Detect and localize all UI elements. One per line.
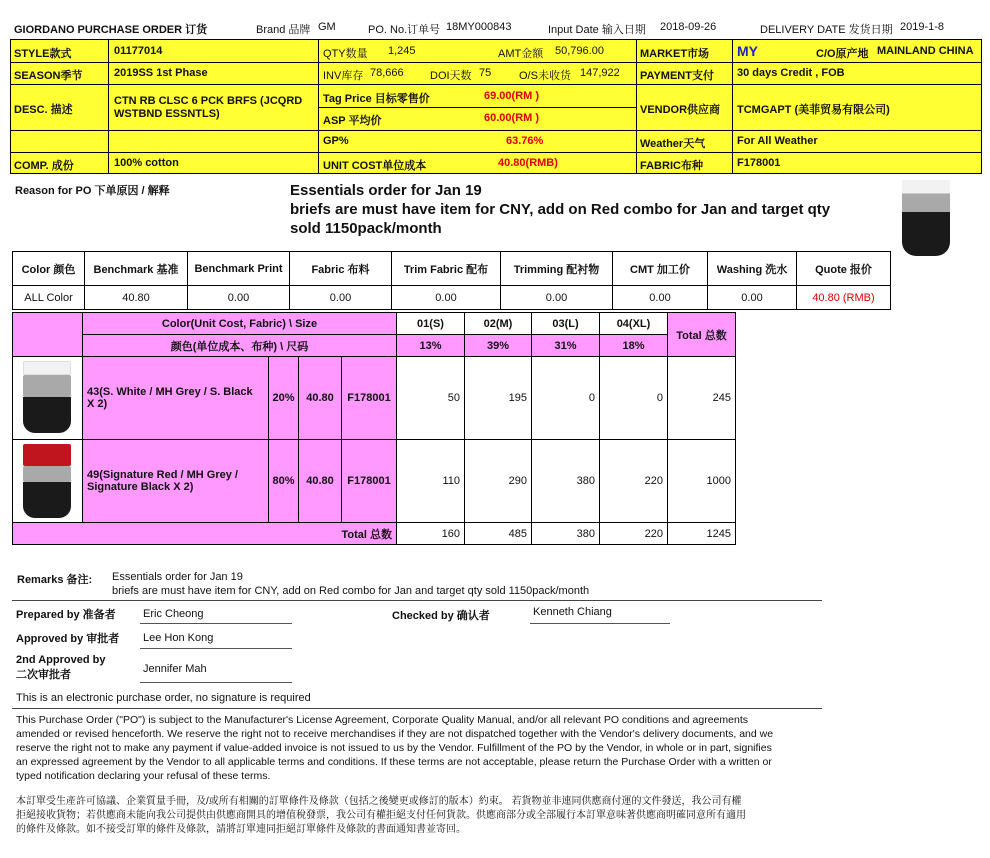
prepared-by-label: Prepared by 准备者 bbox=[16, 609, 116, 621]
terms-line: 本訂單受生產許可協議、企業質量手冊，及/或所有相關的訂單條件及條款（包括之後變更或修訂的版本）約束。 若貨物並非連同供應商付運的文件發送，我公司有權 bbox=[16, 796, 742, 807]
season-label: SEASON季节 bbox=[14, 70, 83, 82]
cost-header-cell: Quote 报价 bbox=[796, 251, 891, 286]
cost-cell: 40.80 bbox=[298, 439, 342, 523]
color-name: 49(Signature Red / MH Grey / bbox=[87, 469, 238, 481]
color-cell bbox=[82, 356, 269, 440]
second-approved-label-cn: 二次审批者 bbox=[16, 669, 71, 681]
size-table bbox=[12, 312, 736, 545]
ratio-cell: 31% bbox=[531, 334, 600, 357]
terms-line: typed notification declaring your refusal of these terms. bbox=[16, 770, 271, 782]
terms-line: reserve the right not to make any payment if value-added invoice is not issued to us by the Vendor. Fulfillment of the PO by the Vendor, in whole or in part, signifies bbox=[16, 742, 772, 754]
doi-label: DOI天数 bbox=[430, 70, 472, 82]
remarks-line: Essentials order for Jan 19 bbox=[112, 571, 243, 583]
qty-value: 1,245 bbox=[388, 45, 416, 57]
cost-header-cell: Benchmark Print bbox=[187, 251, 290, 286]
cost-table bbox=[12, 251, 891, 311]
reason-text bbox=[290, 181, 830, 238]
input-date-label: Input Date 输入日期 bbox=[548, 24, 646, 36]
gp-value: 63.76% bbox=[506, 135, 544, 147]
qty-cell: 0 bbox=[531, 356, 600, 440]
product-thumbnail bbox=[902, 180, 950, 258]
delivery-date-value: 2019-1-8 bbox=[900, 21, 945, 33]
os-label: O/S未收货 bbox=[519, 70, 571, 82]
cost-cell: 0.00 bbox=[500, 285, 613, 310]
grand-total-cell: 1245 bbox=[667, 522, 736, 545]
input-date-value: 2018-09-26 bbox=[660, 21, 717, 33]
color-swatch-grey bbox=[23, 375, 71, 397]
row-total-cell: 245 bbox=[667, 356, 736, 440]
signature-line bbox=[140, 682, 292, 683]
cost-header-cell: Trim Fabric 配布 bbox=[391, 251, 501, 286]
terms-english bbox=[16, 713, 773, 783]
terms-line: This Purchase Order ("PO") is subject to the Manufacturer's License Agreement, Corporate Quality Manual, and/or all relevant PO conditions and agreements bbox=[16, 714, 748, 726]
payment-label: PAYMENT支付 bbox=[640, 70, 714, 82]
total-header: Total 总数 bbox=[667, 312, 736, 357]
cost-cell: 40.80 bbox=[84, 285, 188, 310]
cost-cell: 0.00 bbox=[612, 285, 708, 310]
approved-by-value: Lee Hon Kong bbox=[143, 632, 214, 644]
cost-cell: 0.00 bbox=[391, 285, 501, 310]
approved-by-label: Approved by 审批者 bbox=[16, 633, 120, 645]
season-value: 2019SS 1st Phase bbox=[114, 67, 208, 79]
po-title: GIORDANO PURCHASE ORDER 订货 bbox=[14, 24, 208, 36]
payment-value: 30 days Credit , FOB bbox=[737, 67, 845, 79]
ratio-cell: 13% bbox=[396, 334, 465, 357]
fabric-value: F178001 bbox=[737, 157, 781, 169]
inv-label: INV库存 bbox=[323, 70, 364, 82]
amt-value: 50,796.00 bbox=[555, 45, 604, 57]
market-label: MARKET市场 bbox=[640, 48, 710, 60]
inv-value: 78,666 bbox=[370, 67, 404, 79]
info-divider bbox=[318, 107, 636, 108]
footer-divider bbox=[12, 708, 822, 709]
pct-cell: 80% bbox=[268, 439, 299, 523]
asp-label: ASP 平均价 bbox=[323, 115, 382, 127]
style-value: 01177014 bbox=[114, 45, 163, 57]
cost-cell: ALL Color bbox=[12, 285, 85, 310]
remarks-divider bbox=[12, 600, 822, 601]
qty-cell: 50 bbox=[396, 356, 465, 440]
color-cell bbox=[82, 439, 269, 523]
qty-label: QTY数量 bbox=[323, 48, 368, 60]
cost-header-cell: Trimming 配衬物 bbox=[500, 251, 613, 286]
desc-value-line1: CTN RB CLSC 6 PCK BRFS (JCQRD bbox=[114, 95, 303, 107]
color-swatch-black bbox=[23, 397, 71, 433]
color-swatch-grey bbox=[23, 466, 71, 482]
electronic-note: This is an electronic purchase order, no signature is required bbox=[16, 692, 311, 704]
total-cell: 220 bbox=[599, 522, 668, 545]
header-blank-cell bbox=[12, 312, 83, 357]
color-swatch-black bbox=[23, 482, 71, 518]
fabric-cell: F178001 bbox=[341, 356, 397, 440]
signature-line bbox=[530, 623, 670, 624]
info-divider bbox=[732, 39, 733, 174]
total-cell: 380 bbox=[531, 522, 600, 545]
os-value: 147,922 bbox=[580, 67, 620, 79]
swatch-cell bbox=[12, 439, 83, 523]
cost-cell: 40.80 bbox=[298, 356, 342, 440]
signature-line bbox=[140, 648, 292, 649]
co-label: C/O原产地 bbox=[816, 48, 869, 60]
cost-header-cell: Fabric 布料 bbox=[289, 251, 392, 286]
size-header: 03(L) bbox=[531, 312, 600, 335]
prepared-by-value: Eric Cheong bbox=[143, 608, 204, 620]
qty-cell: 220 bbox=[599, 439, 668, 523]
quote-cell: 40.80 (RMB) bbox=[796, 285, 891, 310]
info-divider bbox=[10, 84, 982, 85]
qty-cell: 110 bbox=[396, 439, 465, 523]
ratio-cell: 18% bbox=[599, 334, 668, 357]
total-cell: 160 bbox=[396, 522, 465, 545]
style-label: STYLE款式 bbox=[14, 48, 72, 60]
checked-by-value: Kenneth Chiang bbox=[533, 606, 612, 618]
reason-line: briefs are must have item for CNY, add on Red combo for Jan and target qty bbox=[290, 201, 831, 218]
brand-label: Brand 品牌 bbox=[256, 24, 311, 36]
size-header: 04(XL) bbox=[599, 312, 668, 335]
second-approved-value: Jennifer Mah bbox=[143, 663, 207, 675]
co-value: MAINLAND CHINA bbox=[877, 45, 974, 57]
terms-chinese bbox=[16, 795, 746, 837]
cost-header-cell: Color 颜色 bbox=[12, 251, 85, 286]
color-name: X 2) bbox=[87, 398, 108, 410]
ratio-cell: 39% bbox=[464, 334, 532, 357]
amt-label: AMT金额 bbox=[498, 48, 544, 60]
checked-by-label: Checked by 确认者 bbox=[392, 610, 490, 622]
terms-line: an expressed agreement by the Vendor to all applicable terms and conditions. If these terms are not acceptable, please return the Purchase Order with a written or bbox=[16, 756, 772, 768]
qty-cell: 380 bbox=[531, 439, 600, 523]
terms-line: 的條件及條款。如不接受訂單的條件及條款，請將訂單連同拒絕訂單條件及條款的書面通知書並寄回。 bbox=[16, 824, 466, 835]
swatch-cell bbox=[12, 356, 83, 440]
qty-cell: 290 bbox=[464, 439, 532, 523]
vendor-label: VENDOR供应商 bbox=[640, 104, 721, 116]
cost-cell: 0.00 bbox=[289, 285, 392, 310]
color-size-header-cn: 颜色(单位成本、布种) \ 尺码 bbox=[82, 334, 397, 357]
color-name: 43(S. White / MH Grey / S. Black bbox=[87, 386, 253, 398]
vendor-value: TCMGAPT (美菲贸易有限公司) bbox=[737, 104, 890, 116]
terms-line: amended or revised henceforth. We reserve the right not to receive merchandises if they are not dispatched together with the Vendor's delivery documents, and we bbox=[16, 728, 774, 740]
second-approved-label: 2nd Approved by bbox=[16, 654, 106, 666]
info-divider bbox=[636, 39, 637, 174]
tag-price-value: 69.00(RM ) bbox=[484, 90, 540, 102]
po-no-label: PO. No.订单号 bbox=[368, 24, 441, 36]
unit-cost-label: UNIT COST单位成本 bbox=[323, 160, 427, 172]
delivery-date-label: DELIVERY DATE 发货日期 bbox=[760, 24, 893, 36]
reason-label: Reason for PO 下单原因 / 解释 bbox=[15, 185, 170, 197]
pct-cell: 20% bbox=[268, 356, 299, 440]
cost-header-cell: Washing 洗水 bbox=[707, 251, 797, 286]
color-swatch-red bbox=[23, 444, 71, 466]
qty-cell: 0 bbox=[599, 356, 668, 440]
remarks-label: Remarks 备注: bbox=[17, 574, 93, 586]
color-size-header: Color(Unit Cost, Fabric) \ Size bbox=[82, 312, 397, 335]
cost-cell: 0.00 bbox=[707, 285, 797, 310]
info-divider bbox=[108, 39, 109, 174]
weather-label: Weather天气 bbox=[640, 138, 706, 150]
fabric-label: FABRIC布种 bbox=[640, 160, 703, 172]
cost-cell: 0.00 bbox=[187, 285, 290, 310]
grand-total-label: Total 总数 bbox=[12, 522, 397, 545]
market-value: MY bbox=[737, 43, 758, 59]
fabric-cell: F178001 bbox=[341, 439, 397, 523]
qty-cell: 195 bbox=[464, 356, 532, 440]
unit-cost-value: 40.80(RMB) bbox=[498, 157, 558, 169]
weather-value: For All Weather bbox=[737, 135, 818, 147]
size-header: 02(M) bbox=[464, 312, 532, 335]
reason-line: sold 1150pack/month bbox=[290, 220, 442, 237]
gp-label: GP% bbox=[323, 135, 349, 147]
po-no-value: 18MY000843 bbox=[446, 21, 512, 33]
info-divider bbox=[10, 130, 982, 131]
info-divider bbox=[318, 39, 319, 174]
brand-value: GM bbox=[318, 21, 336, 33]
cost-header-cell: Benchmark 基准 bbox=[84, 251, 188, 286]
info-divider bbox=[10, 62, 982, 63]
desc-value-line2: WSTBND ESSNTLS) bbox=[114, 108, 220, 120]
reason-line: Essentials order for Jan 19 bbox=[290, 182, 482, 199]
total-cell: 485 bbox=[464, 522, 532, 545]
tag-price-label: Tag Price 目标零售价 bbox=[323, 93, 430, 105]
remarks-line: briefs are must have item for CNY, add on Red combo for Jan and target qty sold 1150pack/month bbox=[112, 585, 590, 597]
color-name: Signature Black X 2) bbox=[87, 481, 194, 493]
info-divider bbox=[10, 152, 982, 153]
asp-value: 60.00(RM ) bbox=[484, 112, 540, 124]
color-swatch-white bbox=[23, 361, 71, 375]
terms-line: 拒絕接收貨物；若供應商未能向我公司提供由供應商開具的增值稅發票，我公司有權拒絕支付任何貨款。供應商部分或全部履行本訂單意味著供應商明確同意所有適用 bbox=[16, 810, 746, 821]
comp-value: 100% cotton bbox=[114, 157, 179, 169]
size-header: 01(S) bbox=[396, 312, 465, 335]
signature-line bbox=[140, 623, 292, 624]
row-total-cell: 1000 bbox=[667, 439, 736, 523]
comp-label: COMP. 成份 bbox=[14, 160, 74, 172]
cost-header-cell: CMT 加工价 bbox=[612, 251, 708, 286]
desc-label: DESC. 描述 bbox=[14, 104, 73, 116]
doi-value: 75 bbox=[479, 67, 492, 79]
